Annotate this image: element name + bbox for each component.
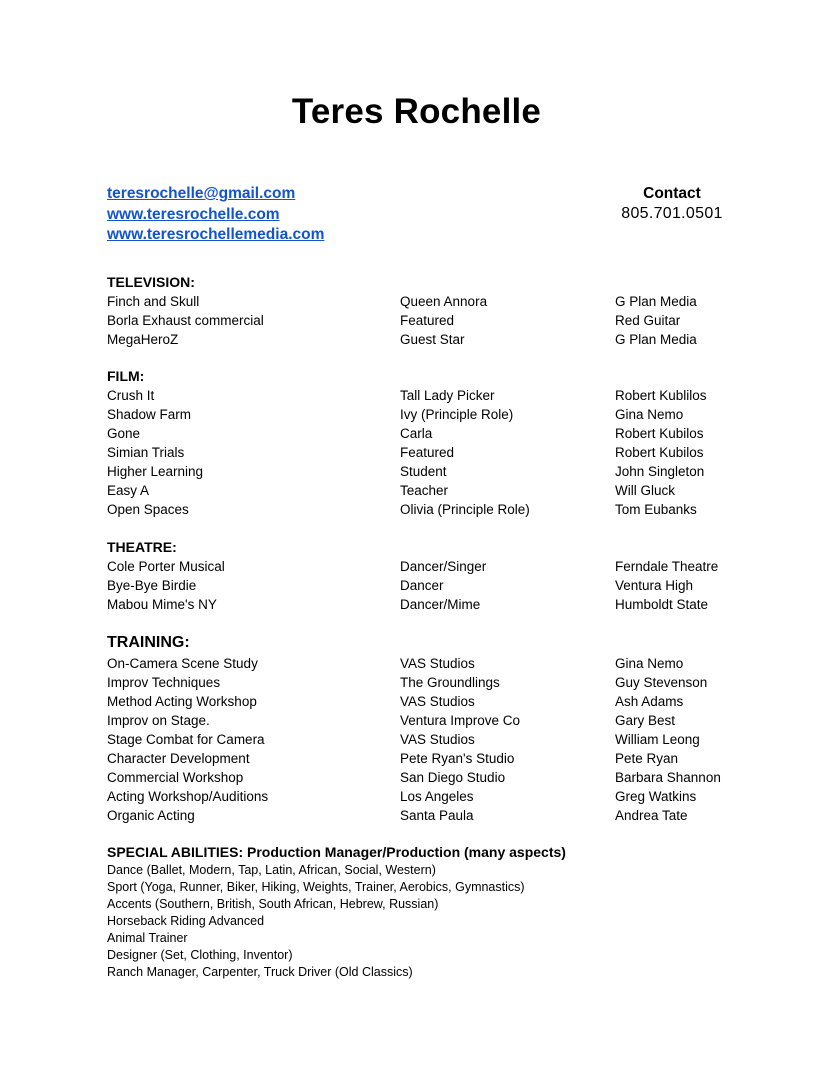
contact-heading: Contact: [643, 185, 701, 202]
training-course: Acting Workshop/Auditions: [107, 789, 269, 804]
role: Carla: [400, 426, 433, 441]
training-row: [107, 711, 793, 730]
training-course: Improv Techniques: [107, 675, 221, 690]
role: Tall Lady Picker: [400, 388, 495, 403]
resume-body: [0, 273, 833, 981]
production-title: Finch and Skull: [107, 294, 200, 309]
role: Featured: [400, 445, 455, 460]
training-row: [107, 654, 793, 673]
special-ability-item: Horseback Riding Advanced: [107, 914, 265, 928]
credit-row: [107, 424, 793, 443]
credit-row: [107, 576, 793, 595]
special-ability-item: Animal Trainer: [107, 931, 188, 945]
credit-row: [107, 481, 793, 500]
role: Featured: [400, 313, 455, 328]
credit: Tom Eubanks: [615, 502, 697, 517]
role: Dancer/Mime: [400, 597, 481, 612]
special-abilities-subtitle: Production Manager/Production (many aspects): [247, 844, 566, 860]
credit-row: [107, 462, 793, 481]
training-instructor: William Leong: [615, 732, 700, 747]
special-ability-item: Dance (Ballet, Modern, Tap, Latin, African, Social, Western): [107, 863, 436, 877]
section-special-abilities: [107, 843, 793, 981]
role: Dancer: [400, 578, 444, 593]
training-instructor: Ash Adams: [615, 694, 684, 709]
special-ability-item: Ranch Manager, Carpenter, Truck Driver (Old Classics): [107, 965, 413, 979]
role: Teacher: [400, 483, 449, 498]
production-title: Gone: [107, 426, 141, 441]
credit-row: [107, 386, 793, 405]
production-title: MegaHeroZ: [107, 332, 179, 347]
credit-row: [107, 557, 793, 576]
training-studio: VAS Studios: [400, 732, 475, 747]
credit: G Plan Media: [615, 332, 697, 347]
credit: Ventura High: [615, 578, 694, 593]
training-row: [107, 787, 793, 806]
training-studio: Santa Paula: [400, 808, 474, 823]
production-title: Cole Porter Musical: [107, 559, 225, 574]
section-television: [107, 273, 793, 349]
credit-row: [107, 443, 793, 462]
training-course: Commercial Workshop: [107, 770, 244, 785]
training-studio: Los Angeles: [400, 789, 474, 804]
credit: Ferndale Theatre: [615, 559, 719, 574]
credit: Robert Kubilos: [615, 426, 704, 441]
training-course: Method Acting Workshop: [107, 694, 257, 709]
training-course: Stage Combat for Camera: [107, 732, 265, 747]
special-abilities-label: SPECIAL ABILITIES:: [107, 844, 244, 860]
training-course: On-Camera Scene Study: [107, 656, 258, 671]
training-course: Character Development: [107, 751, 250, 766]
role: Olivia (Principle Role): [400, 502, 530, 517]
training-row: [107, 768, 793, 787]
section-training: [107, 631, 793, 825]
training-row: [107, 749, 793, 768]
training-course: Improv on Stage.: [107, 713, 210, 728]
role: Dancer/Singer: [400, 559, 487, 574]
credit-row: [107, 330, 793, 349]
production-title: Borla Exhaust commercial: [107, 313, 264, 328]
training-studio: VAS Studios: [400, 694, 475, 709]
training-instructor: Gary Best: [615, 713, 676, 728]
website-media-link[interactable]: www.teresrochellemedia.com: [107, 226, 325, 244]
credit: Gina Nemo: [615, 407, 684, 422]
training-row: [107, 806, 793, 825]
role: Student: [400, 464, 447, 479]
special-ability-item: Sport (Yoga, Runner, Biker, Hiking, Weights, Trainer, Aerobics, Gymnastics): [107, 880, 525, 894]
section-heading: TELEVISION:: [107, 274, 195, 290]
role: Ivy (Principle Role): [400, 407, 514, 422]
credit-row: [107, 292, 793, 311]
special-ability-item: Designer (Set, Clothing, Inventor): [107, 948, 293, 962]
training-studio: San Diego Studio: [400, 770, 506, 785]
training-studio: Pete Ryan's Studio: [400, 751, 515, 766]
header-row: [0, 184, 833, 247]
section-heading: FILM:: [107, 368, 145, 384]
production-title: Shadow Farm: [107, 407, 192, 422]
training-course: Organic Acting: [107, 808, 195, 823]
training-instructor: Andrea Tate: [615, 808, 688, 823]
production-title: Higher Learning: [107, 464, 204, 479]
special-abilities-heading: [107, 843, 793, 862]
credit: Robert Kublilos: [615, 388, 707, 403]
credit: G Plan Media: [615, 294, 697, 309]
credit: Red Guitar: [615, 313, 681, 328]
role: Guest Star: [400, 332, 465, 347]
credit-row: [107, 405, 793, 424]
credit-row: [107, 595, 793, 614]
page-title: Teres Rochelle: [291, 92, 542, 131]
contact-block: [606, 184, 738, 224]
training-instructor: Gina Nemo: [615, 656, 684, 671]
phone-number: 805.701.0501: [621, 205, 723, 222]
production-title: Mabou Mime's NY: [107, 597, 217, 612]
role: Queen Annora: [400, 294, 488, 309]
credit-row: [107, 311, 793, 330]
training-studio: The Groundlings: [400, 675, 500, 690]
section-film: [107, 367, 793, 519]
training-row: [107, 692, 793, 711]
training-instructor: Pete Ryan: [615, 751, 679, 766]
training-instructor: Barbara Shannon: [615, 770, 721, 785]
special-ability-item: Accents (Southern, British, South African, Hebrew, Russian): [107, 897, 439, 911]
training-instructor: Guy Stevenson: [615, 675, 708, 690]
training-instructor: Greg Watkins: [615, 789, 697, 804]
production-title: Bye-Bye Birdie: [107, 578, 197, 593]
training-studio: Ventura Improve Co: [400, 713, 521, 728]
credit-row: [107, 500, 793, 519]
section-heading: TRAINING:: [107, 634, 190, 651]
production-title: Crush It: [107, 388, 155, 403]
email-link[interactable]: teresrochelle@gmail.com: [107, 185, 296, 202]
credit: Will Gluck: [615, 483, 675, 498]
section-theatre: [107, 538, 793, 614]
credit: Humboldt State: [615, 597, 709, 612]
production-title: Simian Trials: [107, 445, 185, 460]
section-heading: THEATRE:: [107, 539, 177, 555]
credit: John Singleton: [615, 464, 705, 479]
training-row: [107, 730, 793, 749]
credit: Robert Kubilos: [615, 445, 704, 460]
website-link[interactable]: www.teresrochelle.com: [107, 205, 280, 223]
production-title: Open Spaces: [107, 502, 189, 517]
production-title: Easy A: [107, 483, 150, 498]
training-studio: VAS Studios: [400, 656, 475, 671]
training-row: [107, 673, 793, 692]
